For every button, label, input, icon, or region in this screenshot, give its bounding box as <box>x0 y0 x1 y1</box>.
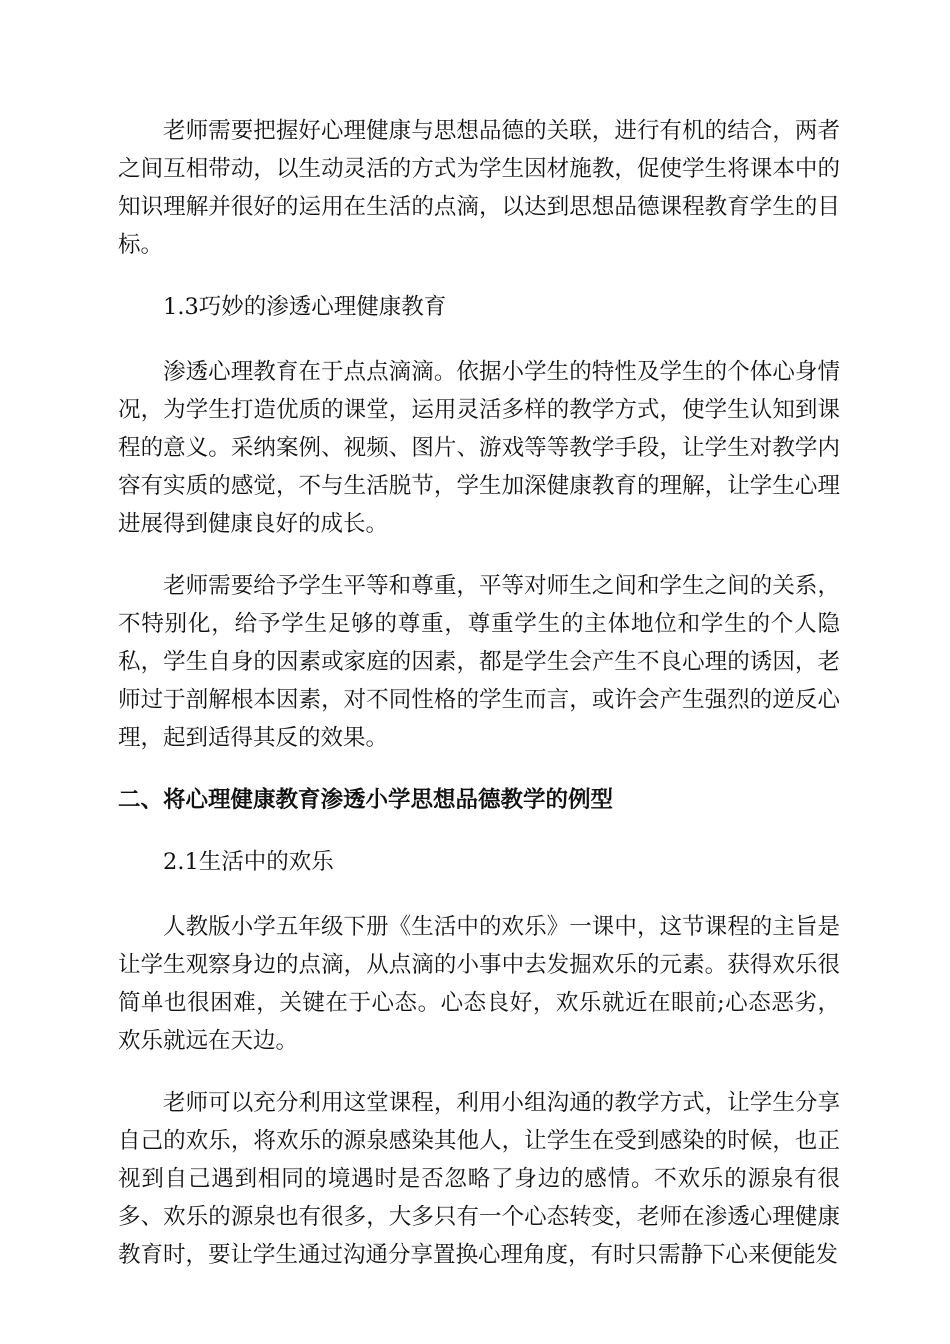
body-paragraph: 老师需要给予学生平等和尊重，平等对师生之间和学生之间的关系，不特别化，给予学生足够的尊重，尊重学生的主体地位和学生的个人隐私，学生自身的因素或家庭的因素，都是学生会产生不良心理的诱因，老师过于剖解根本因素，对不同性格的学生而言，或许会产生强烈的逆反心理，起到适得其反的效果。 <box>118 573 840 751</box>
subheading-2-1: 2.1生活中的欢乐 <box>163 849 334 875</box>
body-paragraph: 老师需要把握好心理健康与思想品德的关联，进行有机的结合，两者之间互相带动，以生动灵活的方式为学生因材施教，促使学生将课本中的知识理解并很好的运用在生活的点滴，以达到思想品德课程教育学生的目标。 <box>118 118 840 258</box>
body-paragraph: 渗透心理教育在于点点滴滴。依据小学生的特性及学生的个体心身情况，为学生打造优质的课堂，运用灵活多样的教学方式，使学生认知到课程的意义。采纳案例、视频、图片、游戏等等教学手段，让学生对教学内容有实质的感觉，不与生活脱节，学生加深健康教育的理解，让学生心理进展得到健康良好的成长。 <box>118 359 840 537</box>
body-paragraph: 人教版小学五年级下册《生活中的欢乐》一课中，这节课程的主旨是让学生观察身边的点滴，从点滴的小事中去发掘欢乐的元素。获得欢乐很简单也很困难，关键在于心态。心态良好，欢乐就近在眼前;心态恶劣，欢乐就远在天边。 <box>118 914 840 1054</box>
body-paragraph: 老师可以充分利用这堂课程，利用小组沟通的教学方式，让学生分享自己的欢乐，将欢乐的源泉感染其他人，让学生在受到感染的时候，也正视到自己遇到相同的境遇时是否忽略了身边的感情。不欢乐的源泉有很多、欢乐的源泉也有很多，大多只有一个心态转变，老师在渗透心理健康教育时，要让学生通过沟通分享置换心理角度，有时只需静下心来便能发 <box>118 1090 840 1268</box>
section-heading-2: 二、将心理健康教育渗透小学思想品德教学的例型 <box>118 787 614 813</box>
subheading-1-3: 1.3巧妙的渗透心理健康教育 <box>163 294 447 320</box>
